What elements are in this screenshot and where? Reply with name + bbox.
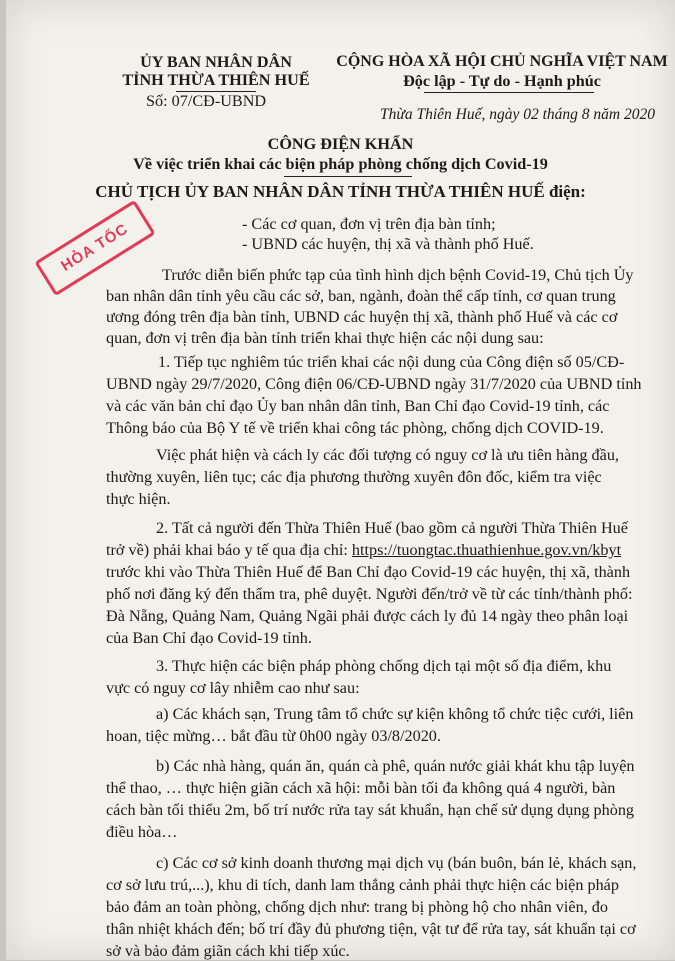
paragraph-2-prefix: trở về) phải khai báo y tế qua địa chỉ: — [106, 541, 352, 559]
paragraph-3c-line: cơ sở lưu trú,...), khu di tích, danh lam thắng cảnh phải thực hiện các biện pháp — [106, 876, 619, 894]
intro-line: Trước diễn biến phức tạp của tình hình dịch bệnh Covid-19, Chủ tịch Ủy — [162, 266, 634, 284]
paragraph-3a-line: a) Các khách sạn, Trung tâm tổ chức sự kiện không tổ chức tiệc cưới, liên — [156, 705, 634, 723]
paragraph-2-line: 2. Tất cả người đến Thừa Thiên Huế (bao gồm cả người Thừa Thiên Huế — [156, 519, 628, 537]
document-title: CÔNG ĐIỆN KHẨN — [267, 135, 414, 153]
paragraph-1b-line: thực hiện. — [106, 490, 171, 508]
paragraph-1-line: 1. Tiếp tục nghiêm túc triển khai các nội dung của Công điện số 05/CĐ- — [158, 353, 625, 371]
paragraph-3b-line: cách bàn tối thiểu 2m, bố trí nước rửa tay sát khuẩn, hạn chế sử dụng dụng phòng — [106, 801, 635, 819]
paragraph-1b-line: thường xuyên, liên tục; các địa phương thường xuyên đôn đốc, kiểm tra việc — [106, 468, 602, 486]
document-number: Số: 07/CĐ-UBND — [146, 92, 267, 110]
subject-underline — [284, 176, 412, 177]
paragraph-3-line: 3. Thực hiện các biện pháp phòng chống dịch tại một số địa điểm, khu — [156, 657, 612, 675]
paragraph-3c-line: thân nhiệt khách đến; bố trí đầy đủ phương tiện, vật tư để rửa tay, sát khuẩn tại cơ — [106, 920, 636, 938]
paragraph-1-line: Thông báo của Bộ Y tế về triển khai công tác phòng, chống dịch COVID-19. — [106, 419, 604, 437]
paragraph-2-line: trước khi vào Thừa Thiên Huế để Ban Chỉ đạo Covid-19 các huyện, thị xã, thành — [106, 563, 631, 581]
intro-line: ban nhân dân tỉnh yêu cầu các sở, ban, ngành, đoàn thể cấp tỉnh, cơ quan trung — [106, 287, 616, 305]
paragraph-3c-line: bảo đảm an toàn phòng, chống dịch như: trang bị phòng hộ cho nhân viên, đo — [106, 898, 608, 916]
paragraph-1-line: và các văn bản chỉ đạo Ủy ban nhân dân tỉnh, Ban Chỉ đạo Covid-19 tỉnh, các — [106, 397, 610, 415]
document-page — [6, 0, 675, 960]
paragraph-3b-line: thể thao, … thực hiện giãn cách xã hội: mỗi bàn tối đa không quá 4 người, bàn — [106, 779, 616, 797]
document-subject: Về việc triển khai các biện pháp phòng chống dịch Covid-19 — [133, 155, 548, 173]
paragraph-3c-line: c) Các cơ sở kinh doanh thương mại dịch vụ (bán buôn, bán lẻ, khách sạn, — [156, 854, 637, 872]
urgent-stamp: HỎA TỐC — [34, 200, 155, 296]
org-line-2: TỈNH THỪA THIÊN HUẾ — [122, 71, 310, 89]
paragraph-3a-line: hoan, tiệc mừng… bắt đầu từ 0h00 ngày 03/8/2020. — [106, 727, 441, 745]
paragraph-1-line: UBND ngày 29/7/2020, Công điện 06/CĐ-UBND ngày 31/7/2020 của UBND tỉnh — [106, 375, 642, 393]
paragraph-3b-line: điều hòa… — [106, 823, 178, 841]
org-line-1: ỦY BAN NHÂN DÂN — [140, 53, 292, 71]
paragraph-2-line — [106, 540, 621, 560]
nation-line-2: Độc lập - Tự do - Hạnh phúc — [403, 72, 601, 90]
recipient-line: - UBND các huyện, thị xã và thành phố Huế. — [242, 235, 534, 253]
recipient-line: - Các cơ quan, đơn vị trên địa bàn tỉnh; — [242, 215, 496, 233]
document-date: Thừa Thiên Huế, ngày 02 tháng 8 năm 2020 — [380, 106, 655, 123]
intro-line: ương đóng trên địa bàn tỉnh, UBND các huyện thị xã, thành phố Huế và các cơ — [106, 308, 618, 326]
paragraph-3c-line: sở và bảo đảm giãn cách khi tiếp xúc. — [106, 942, 350, 960]
paragraph-2-line: của Ban Chỉ đạo Covid-19 tỉnh. — [106, 629, 312, 647]
declaration-link[interactable]: https://tuongtac.thuathienhue.gov.vn/kbyt — [351, 541, 622, 559]
intro-line: quan, đơn vị trên địa bàn tỉnh triển khai thực hiện các nội dung sau: — [106, 329, 544, 347]
nation-underline — [424, 92, 594, 93]
paragraph-3b-line: b) Các nhà hàng, quán ăn, quán cà phê, quán nước giải khát khu tập luyện — [156, 757, 635, 775]
paragraph-3-line: vực có nguy cơ lây nhiễm cao như sau: — [106, 679, 360, 697]
sender-line: CHỦ TỊCH ỦY BAN NHÂN DÂN TỈNH THỪA THIÊN HUẾ điện: — [95, 182, 586, 201]
paragraph-1b-line: Việc phát hiện và cách ly các đối tượng có nguy cơ là ưu tiên hàng đầu, — [156, 446, 619, 464]
paragraph-2-line: phố nơi đăng ký đến thẩm tra, phê duyệt. Người đến/trở về từ các tỉnh/thành phố: — [106, 585, 633, 603]
nation-line-1: CỘNG HÒA XÃ HỘI CHỦ NGHĨA VIỆT NAM — [336, 53, 668, 70]
paragraph-2-line: Đà Nẵng, Quảng Nam, Quảng Ngãi phải được cách ly đủ 14 ngày theo phân loại — [106, 607, 629, 625]
